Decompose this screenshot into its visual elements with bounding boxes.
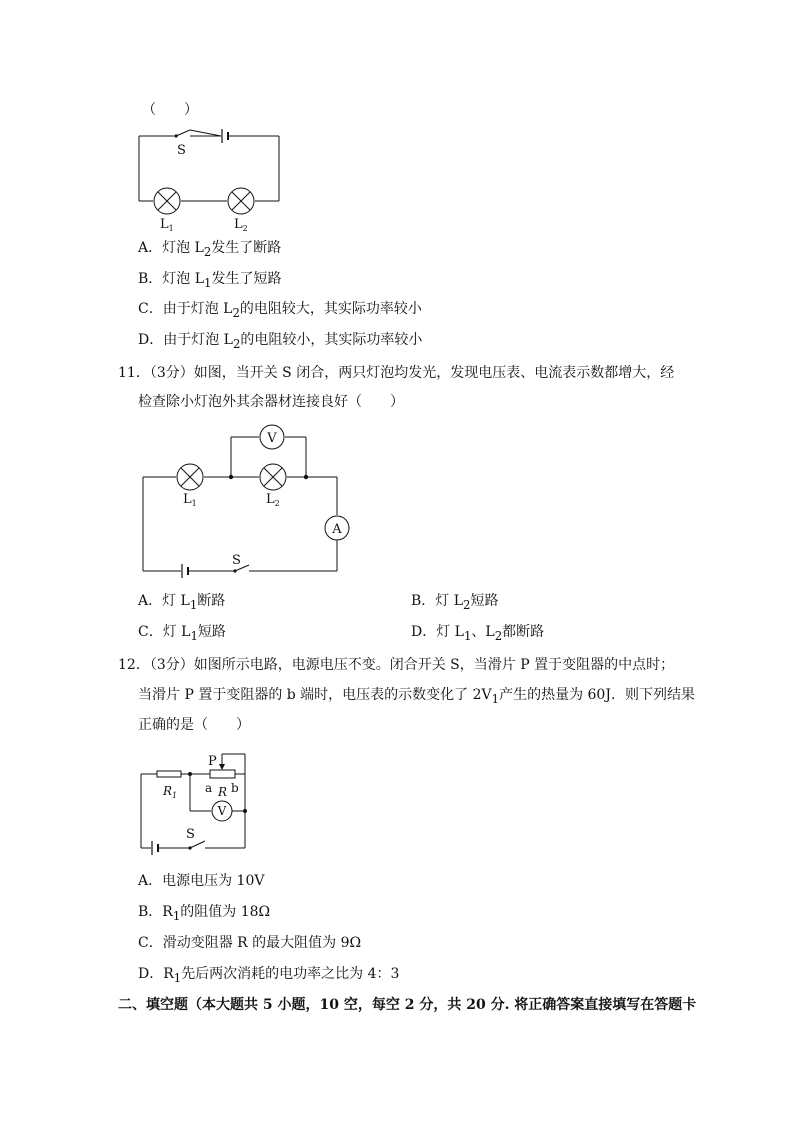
q12-voltmeter-icon (212, 801, 232, 821)
q12-stem-line1: 12．（3分）如图所示电路，电源电压不变。闭合开关 S，当滑片 P 置于变阻器的中点时； (118, 657, 675, 673)
q12-rheostat-label: R (218, 785, 228, 799)
q10-lamp2-label: $L_2$ (234, 217, 248, 233)
q12-option-c: C．滑动变阻器 R 的最大阻值为 9Ω (138, 935, 362, 951)
q12-option-d: D．$R_1$先后两次消耗的电功率之比为 4：3 (138, 966, 400, 985)
q12-r1-label: $R_1$ (163, 784, 178, 800)
svg-text:A: A (332, 522, 342, 537)
q10-answer-blank: （ ） (142, 102, 198, 118)
q12-option-a: A．电源电压为 10V (138, 873, 265, 889)
q12-switch-blade (190, 841, 205, 848)
q12-stem-line2: 当滑片 P 置于变阻器的 b 端时，电压表的示数变化了 $2V_1$产生的热量为 60J．则下列结果 (138, 687, 695, 706)
q10-lamp1-label: $L_1$ (160, 217, 174, 233)
section-2-heading: 二、填空题（本大题共 5 小题，10 空，每空 2 分，共 20 分. 将正确答案直接填写在答题卡 (118, 997, 697, 1013)
q11-option-a: A．灯 $L_1$断路 (138, 593, 226, 612)
q11-lamp1-label: $L_1$ (183, 492, 197, 508)
q10-switch-label: S (177, 143, 186, 158)
q10-option-a: A．灯泡 $L_2$发生了断路 (138, 240, 282, 259)
q12-end-a-label: a (205, 781, 213, 795)
q12-rheostat-icon (210, 770, 235, 778)
q12-slider-label: P (208, 754, 217, 769)
q10-option-b: B．灯泡 $L_1$发生了短路 (138, 271, 282, 290)
svg-text:V: V (217, 804, 227, 818)
q12-stem-line3: 正确的是（ ） (138, 717, 250, 733)
q10-option-d: D．由于灯泡 $L_2$的电阻较小，其实际功率较小 (138, 332, 423, 351)
q12-switch-label: S (186, 827, 195, 842)
q11-stem-line2: 检查除小灯泡外其余器材连接良好（ ） (138, 394, 404, 410)
svg-text:V: V (267, 431, 277, 446)
q10-option-c: C．由于灯泡 $L_2$的电阻较大，其实际功率较小 (138, 301, 422, 320)
q11-option-c: C．灯 $L_1$短路 (138, 624, 226, 643)
q12-resistor-r1-icon (157, 771, 181, 777)
q12-end-b-label: b (231, 781, 239, 795)
q11-option-b: B．灯 $L_2$短路 (411, 593, 499, 612)
q11-option-d: D．灯 $L_1$、$L_2$都断路 (411, 624, 545, 643)
q11-switch-label: S (232, 553, 241, 568)
q12-option-b: B．$R_1$的阻值为 18Ω (138, 904, 271, 923)
q11-stem-line1: 11．（3分）如图，当开关 S 闭合，两只灯泡均发光，发现电压表、电流表示数都增大，经 (118, 365, 675, 381)
q11-lamp2-label: $L_2$ (266, 492, 280, 508)
